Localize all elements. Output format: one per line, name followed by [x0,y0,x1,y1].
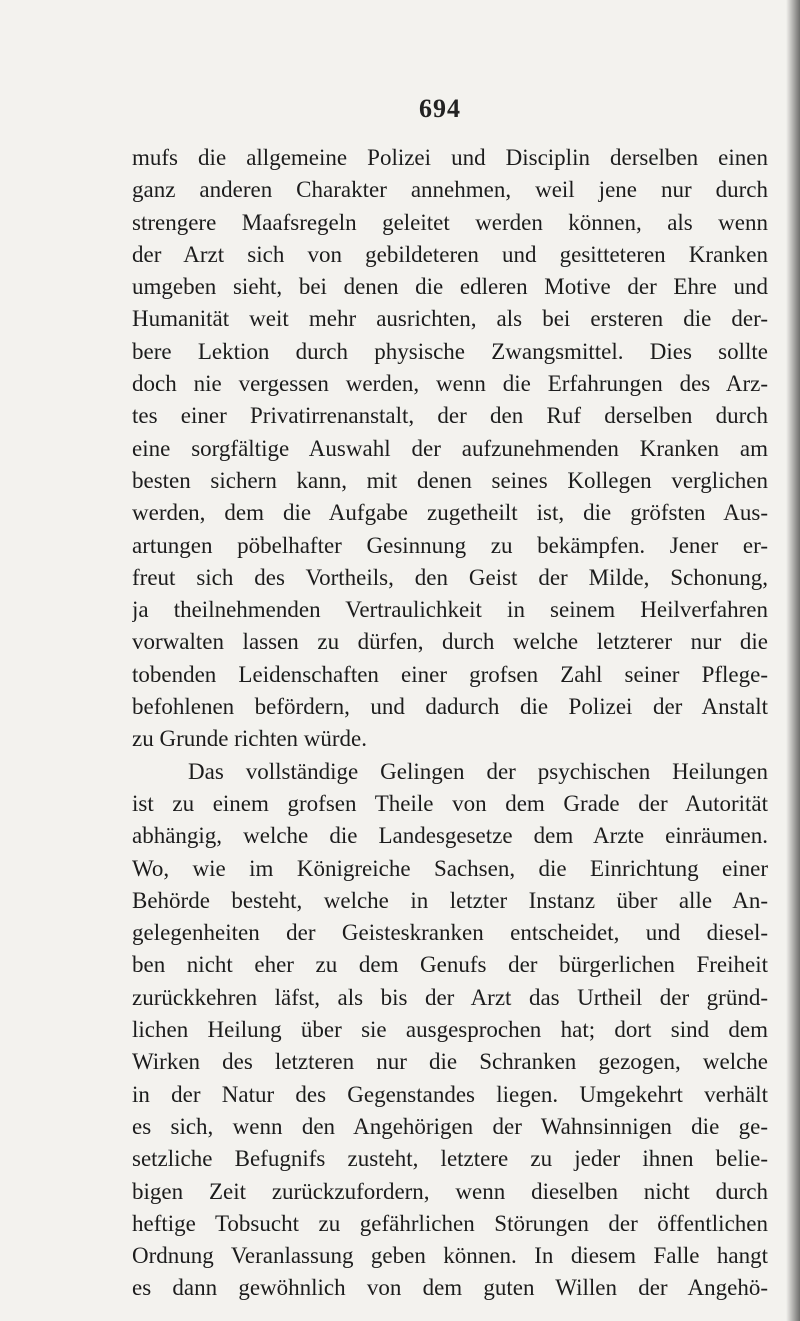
body-text [132,142,768,1305]
text-line: ist zu einem grofsen Theile von dem Grade der Autorität [132,790,768,816]
text-line: freut sich des Vortheils, den Geist der Milde, Schonung, [132,564,768,590]
paragraph-end-line: zu Grunde richten würde. [132,726,368,752]
text-line: tes einer Privatirrenanstalt, der den Ruf derselben durch [132,403,768,429]
text-line: abhängig, welche die Landesgesetze dem Arzte einräumen. [132,823,768,849]
text-line: vorwalten lassen zu dürfen, durch welche letzterer nur die [132,629,768,655]
text-line: befohlenen befördern, und dadurch die Polizei der Anstalt [132,694,768,720]
text-line: bigen Zeit zurückzufordern, wenn dieselben nicht durch [132,1178,768,1204]
text-line: der Arzt sich von gebildeteren und gesitteteren Kranken [132,241,768,267]
text-line: setzliche Befugnifs zusteht, letztere zu jeder ihnen belie- [132,1146,768,1172]
text-line: artungen pöbelhafter Gesinnung zu bekämpfen. Jener er- [132,532,768,558]
text-line: Humanität weit mehr ausrichten, als bei ersteren die der- [132,306,768,332]
text-line: eine sorgfältige Auswahl der aufzunehmenden Kranken am [132,435,768,461]
text-line: es sich, wenn den Angehörigen der Wahnsinnigen die ge- [132,1113,768,1139]
text-line: Ordnung Veranlassung geben können. In diesem Falle hangt [132,1243,768,1269]
text-line: gelegenheiten der Geisteskranken entscheidet, und diesel- [132,920,768,946]
text-line: werden, dem die Aufgabe zugetheilt ist, die gröfsten Aus- [132,500,768,526]
text-line: ganz anderen Charakter annehmen, weil jene nur durch [132,177,768,203]
text-line: in der Natur des Gegenstandes liegen. Umgekehrt verhält [132,1081,768,1107]
text-line: besten sichern kann, mit denen seines Kollegen verglichen [132,467,768,493]
text-line: zurückkehren läfst, als bis der Arzt das Urtheil der gründ- [132,984,768,1010]
text-line: heftige Tobsucht zu gefährlichen Störungen der öffentlichen [132,1210,768,1236]
text-line: lichen Heilung über sie ausgesprochen hat; dort sind dem [132,1017,768,1043]
text-line: tobenden Leidenschaften einer grofsen Zahl seiner Pflege- [132,661,768,687]
text-line: ben nicht eher zu dem Genufs der bürgerlichen Freiheit [132,952,768,978]
text-line: doch nie vergessen werden, wenn die Erfahrungen des Arz- [132,371,768,397]
text-line: mufs die allgemeine Polizei und Disciplin derselben einen [132,145,768,170]
page-edge-shadow [786,0,800,1321]
text-line: Wirken des letzteren nur die Schranken gezogen, welche [132,1049,768,1075]
text-line: Wo, wie im Königreiche Sachsen, die Einrichtung einer [132,855,768,881]
paragraph-start-line: Das vollständige Gelingen der psychischen Heilungen [188,758,768,784]
text-line: bere Lektion durch physische Zwangsmittel. Dies sollte [132,338,768,364]
text-line: ja theilnehmenden Vertraulichkeit in seinem Heilverfahren [132,597,768,623]
text-line: strengere Maafsregeln geleitet werden können, als wenn [132,209,768,235]
text-line: es dann gewöhnlich von dem guten Willen der Angehö- [132,1275,768,1301]
page-number: 694 [419,94,461,123]
text-line: umgeben sieht, bei denen die edleren Motive der Ehre und [132,274,768,300]
text-line: Behörde besteht, welche in letzter Instanz über alle An- [132,887,768,913]
